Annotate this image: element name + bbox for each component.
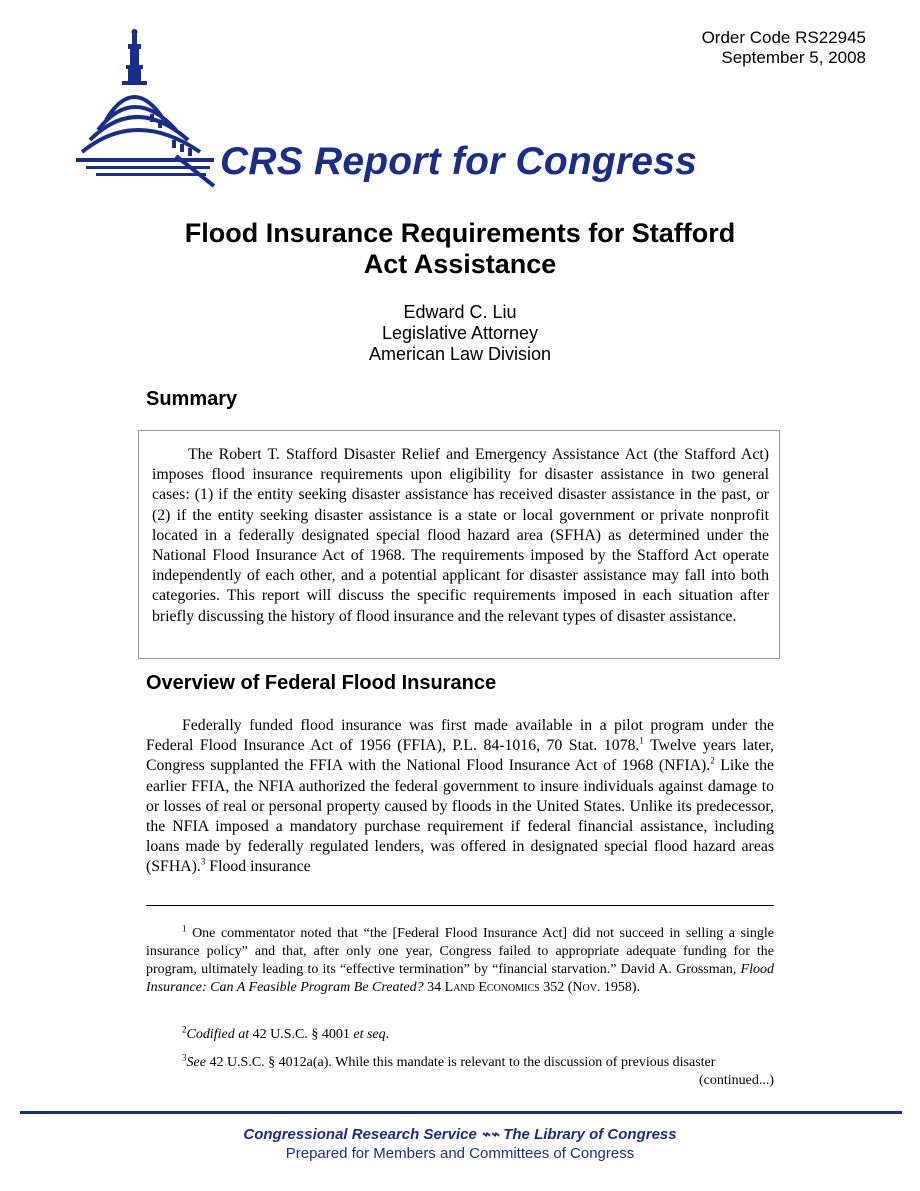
footnote-2: [146, 1026, 774, 1044]
footnote-2-end: .: [385, 1027, 390, 1042]
report-banner-title: CRS Report for Congress: [220, 140, 697, 183]
footnote-1-text: One commentator noted that “the [Federal Flood Insurance Act] did not succeed in selling a single insurance policy” and that, after only one year, Congress failed to appropriate adequate funding for the program, ultimately leading to its “effective termination” by “financial starvation.” David A. Grossman,: [146, 926, 774, 977]
capitol-dome-icon: [76, 28, 216, 188]
author-name: Edward C. Liu: [403, 302, 517, 322]
report-date: September 5, 2008: [721, 48, 866, 67]
overview-part-4: Flood insurance: [205, 858, 311, 876]
overview-part-3: Like the earlier FFIA, the NFIA authorized the federal government to insure individuals against damage to or losses of real or personal property caused by floods in the United States. Unlike its predecessor, the NFIA imposed a mandatory purchase requirement if federal financial assistance, including loans made by federally regulated lenders, was offered in designated special flood hazard areas (SFHA).: [146, 757, 774, 876]
title-line-1: Flood Insurance Requirements for Stafford: [184, 218, 736, 248]
summary-heading: Summary: [146, 388, 238, 410]
footnote-3-see: See: [186, 1055, 206, 1070]
order-code: Order Code RS22945: [701, 28, 866, 47]
footnote-ref-2[interactable]: 2: [710, 756, 715, 767]
overview-paragraph: [146, 716, 774, 878]
title-line-2: Act Assistance: [363, 249, 557, 279]
footer-line-2: Prepared for Members and Committees of Congress: [285, 1145, 635, 1162]
footnote-ref-3[interactable]: 3: [200, 857, 206, 868]
overview-part-1: Federally funded flood insurance was first made available in a pilot program under the Federal Flood Insurance Act of 1956 (FFIA), P.L. 84-1016, 70 Stat. 1078.: [146, 717, 774, 755]
footer-line-1: Congressional Research Service ⌁⌁ The Library of Congress: [243, 1126, 677, 1143]
footnote-1-number: 1: [182, 923, 187, 934]
footnote-2-codified: Codified at: [186, 1027, 250, 1042]
order-info: [702, 28, 866, 68]
footnote-continued: (continued...): [698, 1073, 774, 1088]
footnote-3-number: 3: [182, 1052, 187, 1063]
overview-part-2: Twelve years later, Congress supplanted the FFIA with the National Flood Insurance Act of 1968 (NFIA).: [146, 737, 774, 775]
overview-heading: Overview of Federal Flood Insurance: [146, 672, 497, 694]
footnote-3-text: 42 U.S.C. § 4012a(a). While this mandate is relevant to the discussion of previous disaster: [205, 1055, 716, 1070]
summary-text: [152, 445, 769, 627]
footnote-divider: [146, 905, 774, 906]
footnote-1-title: Flood Insurance: Can A Feasible Program Be Created?: [146, 962, 774, 995]
footnote-2-text: 42 U.S.C. § 4001: [249, 1027, 354, 1042]
footer-rule: [20, 1111, 902, 1114]
summary-paragraph: The Robert T. Stafford Disaster Relief and Emergency Assistance Act (the Stafford Act) imposes flood insurance requirements upon eligibility for disaster assistance in two general cases: (1) if the entity seeking disaster assistance has received disaster assistance in the past, or (2) if the entity seeking disaster assistance is a state or local government or private nonprofit located in a federally designated special flood hazard area (SFHA) as determined under the National Flood Insurance Act of 1968. The requirements imposed by the Stafford Act operate independently of each other, and a potential applicant for disaster assistance may fall into both categories. This report will discuss the specific requirements imposed in each situation after briefly discussing the history of flood insurance and the relevant types of disaster assistance.: [152, 446, 769, 625]
footnote-1-journal: 34 Land Economics 352 (Nov. 1958).: [423, 980, 641, 995]
author-title: Legislative Attorney: [381, 323, 539, 343]
footnote-2-number: 2: [182, 1024, 187, 1035]
footnote-3: [146, 1054, 774, 1090]
footnote-2-etseq: et seq: [353, 1027, 386, 1042]
footnote-1: [146, 925, 774, 997]
author-division: American Law Division: [368, 344, 552, 364]
author-block: [0, 302, 920, 365]
overview-text: [146, 716, 774, 878]
page-title: [0, 218, 920, 280]
footnote-ref-1[interactable]: 1: [639, 735, 644, 746]
